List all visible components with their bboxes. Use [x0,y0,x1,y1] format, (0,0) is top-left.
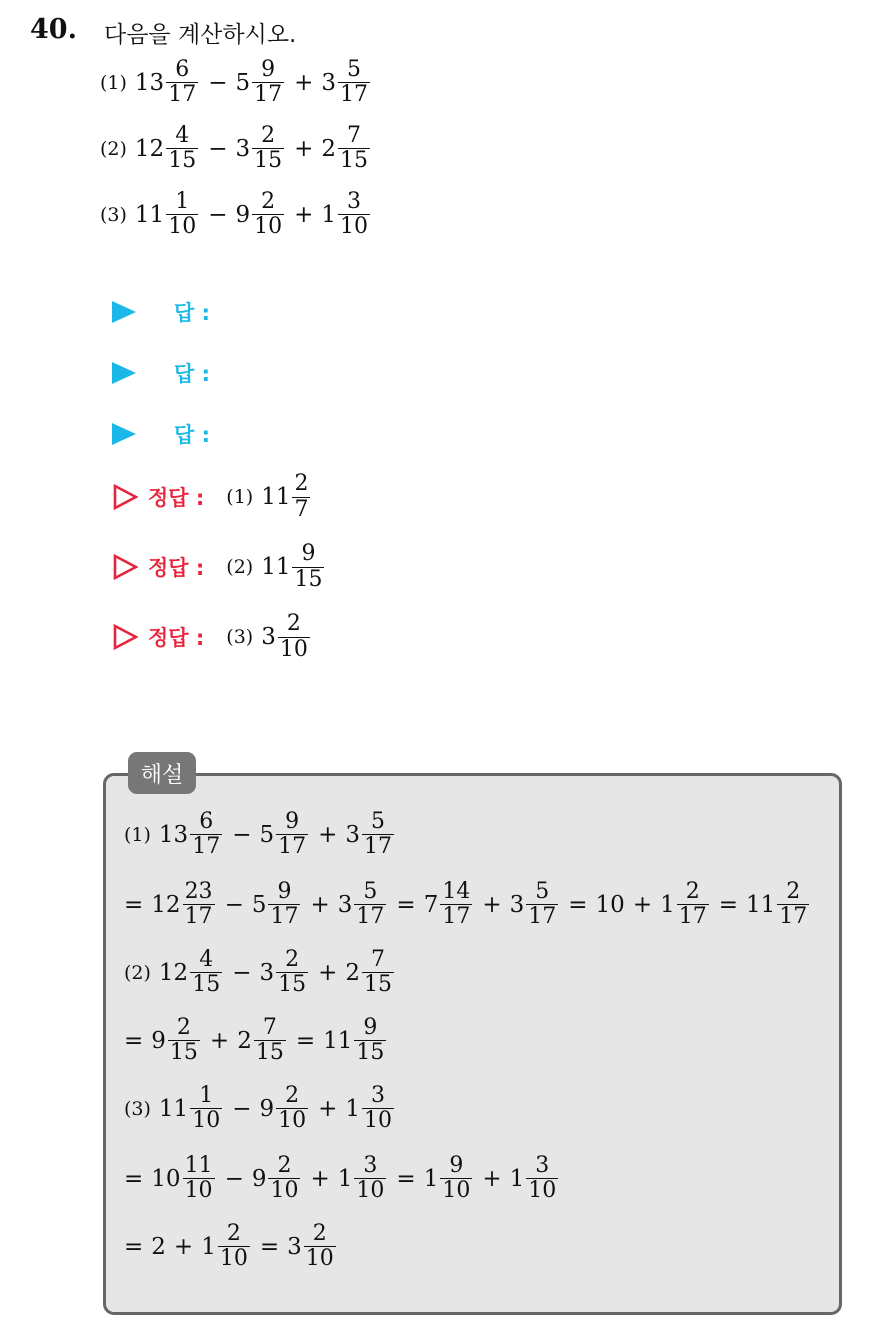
fraction: $\frac{9}{17}$ [254,57,283,108]
whole: 1 [321,201,337,228]
operator: − [232,1095,252,1122]
fraction: $\frac{2}{7}$ [294,471,309,522]
item-label: (1) [226,486,254,508]
whole: 3 [509,891,525,918]
fraction: $\frac{2}{10}$ [279,611,308,662]
operator: + [310,891,330,918]
whole: 3 [261,624,276,650]
fraction: $\frac{2}{10}$ [219,1221,248,1272]
operator: − [208,135,228,162]
answer-label: 답 : [174,362,210,386]
item-label: (1) [100,71,127,94]
whole: 7 [423,891,439,918]
equals: = [124,1027,144,1054]
whole: 1 [345,1095,361,1122]
integer: 2 [151,1233,166,1260]
fraction: $\frac{9}{15}$ [294,541,323,592]
fraction: $\frac{6}{17}$ [192,809,221,860]
fraction: $\frac{4}{15}$ [192,947,221,998]
item-label: (1) [124,823,151,846]
fraction: $\frac{3}{10}$ [364,1083,393,1134]
fraction: $\frac{2}{10}$ [270,1153,299,1204]
fraction: $\frac{9}{10}$ [442,1153,471,1204]
fraction: $\frac{7}{15}$ [364,947,393,998]
play-arrow-icon [112,423,136,445]
question-prompt: 다음을 계산하시오. [104,22,297,48]
solution-line-6 [124,1154,560,1203]
whole: 13 [134,69,165,96]
operator: − [232,959,252,986]
solution-title-tab: 해설 [128,752,196,794]
whole: 9 [235,201,251,228]
correct-answer-3 [112,611,312,662]
fraction: $\frac{14}{17}$ [442,879,471,930]
operator: − [208,201,228,228]
correct-label: 정답 : [148,556,205,580]
whole: 9 [151,1027,166,1054]
correct-answer-1 [112,471,312,522]
whole: 11 [261,484,291,510]
solution-line-1 [124,810,396,859]
fraction: $\frac{2}{10}$ [278,1083,307,1134]
fraction: $\frac{11}{10}$ [184,1153,213,1204]
fraction: $\frac{7}{15}$ [340,123,369,174]
operator: − [224,1165,244,1192]
operator: + [294,135,314,162]
problem-item-2 [100,124,372,173]
equals: = [568,891,588,918]
fraction: $\frac{1}{10}$ [192,1083,221,1134]
whole: 9 [259,1095,275,1122]
correct-answer-2 [112,541,326,592]
outline-arrow-icon [112,484,138,510]
operator: + [294,69,314,96]
operator: + [632,891,653,918]
operator: − [224,891,244,918]
operator: + [209,1027,230,1054]
equals: = [124,1165,144,1192]
correct-label: 정답 : [148,626,205,650]
equals: = [295,1027,316,1054]
operator: − [208,69,228,96]
fraction: $\frac{5}{17}$ [364,809,393,860]
answer-label: 답 : [174,301,210,325]
whole: 2 [321,135,337,162]
operator: + [318,821,338,848]
solution-line-2 [124,880,811,929]
fraction: $\frac{3}{10}$ [340,189,369,240]
whole: 3 [287,1233,302,1260]
answer-blank-1[interactable] [112,295,210,329]
item-label: (3) [100,203,127,226]
fraction: $\frac{2}{17}$ [678,879,707,930]
whole: 11 [134,201,165,228]
fraction: $\frac{2}{10}$ [305,1221,334,1272]
whole: 3 [345,821,361,848]
whole: 13 [158,821,189,848]
whole: 3 [259,959,275,986]
whole: 2 [237,1027,252,1054]
fraction: $\frac{2}{15}$ [278,947,307,998]
operator: + [310,1165,330,1192]
question-number: 40. [30,14,77,45]
item-label: (2) [226,556,254,578]
item-label: (3) [226,626,254,648]
whole: 11 [746,891,776,918]
equals: = [124,1233,144,1260]
whole: 5 [235,69,251,96]
fraction: $\frac{9}{15}$ [356,1015,385,1066]
solution-line-4 [124,1016,388,1065]
whole: 1 [337,1165,353,1192]
fraction: $\frac{9}{17}$ [270,879,299,930]
fraction: $\frac{4}{15}$ [168,123,197,174]
whole: 2 [345,959,361,986]
whole: 3 [321,69,337,96]
answer-label: 답 : [174,423,210,447]
whole: 1 [509,1165,525,1192]
whole: 11 [323,1027,353,1054]
fraction: $\frac{5}{17}$ [528,879,557,930]
play-arrow-icon [112,362,136,384]
fraction: $\frac{3}{10}$ [356,1153,385,1204]
whole: 1 [201,1233,216,1260]
equals: = [124,891,144,918]
whole: 3 [235,135,251,162]
operator: + [173,1233,194,1260]
fraction: $\frac{2}{17}$ [779,879,808,930]
fraction: $\frac{9}{17}$ [278,809,307,860]
whole: 5 [251,891,267,918]
fraction: $\frac{5}{17}$ [340,57,369,108]
fraction: $\frac{2}{15}$ [254,123,283,174]
whole: 1 [423,1165,439,1192]
whole: 10 [151,1165,181,1192]
fraction: $\frac{1}{10}$ [168,189,197,240]
fraction: $\frac{23}{17}$ [184,879,213,930]
play-arrow-icon [112,301,136,323]
outline-arrow-icon [112,554,138,580]
fraction: $\frac{7}{15}$ [255,1015,284,1066]
equals: = [718,891,739,918]
equals: = [259,1233,280,1260]
operator: + [318,959,338,986]
whole: 11 [158,1095,189,1122]
whole: 11 [261,554,291,580]
solution-line-3 [124,948,396,997]
operator: + [294,201,314,228]
fraction: $\frac{6}{17}$ [168,57,197,108]
whole: 5 [259,821,275,848]
solution-line-5 [124,1084,396,1133]
equals: = [396,1165,416,1192]
whole: 12 [134,135,165,162]
operator: + [318,1095,338,1122]
correct-label: 정답 : [148,486,205,510]
operator: + [482,1165,502,1192]
fraction: $\frac{3}{10}$ [528,1153,557,1204]
operator: − [232,821,252,848]
item-label: (3) [124,1097,151,1120]
equals: = [396,891,416,918]
item-label: (2) [100,137,127,160]
operator: + [482,891,502,918]
whole: 9 [251,1165,267,1192]
fraction: $\frac{2}{15}$ [169,1015,198,1066]
whole: 3 [337,891,353,918]
fraction: $\frac{5}{17}$ [356,879,385,930]
answer-blank-2[interactable] [112,356,210,390]
item-label: (2) [124,961,151,984]
integer: 10 [595,891,625,918]
whole: 12 [151,891,181,918]
outline-arrow-icon [112,624,138,650]
whole: 1 [660,891,675,918]
problem-item-1 [100,58,372,107]
answer-blank-3[interactable] [112,417,210,451]
fraction: $\frac{2}{10}$ [254,189,283,240]
problem-item-3 [100,190,372,239]
whole: 12 [158,959,189,986]
solution-line-7 [124,1222,338,1271]
